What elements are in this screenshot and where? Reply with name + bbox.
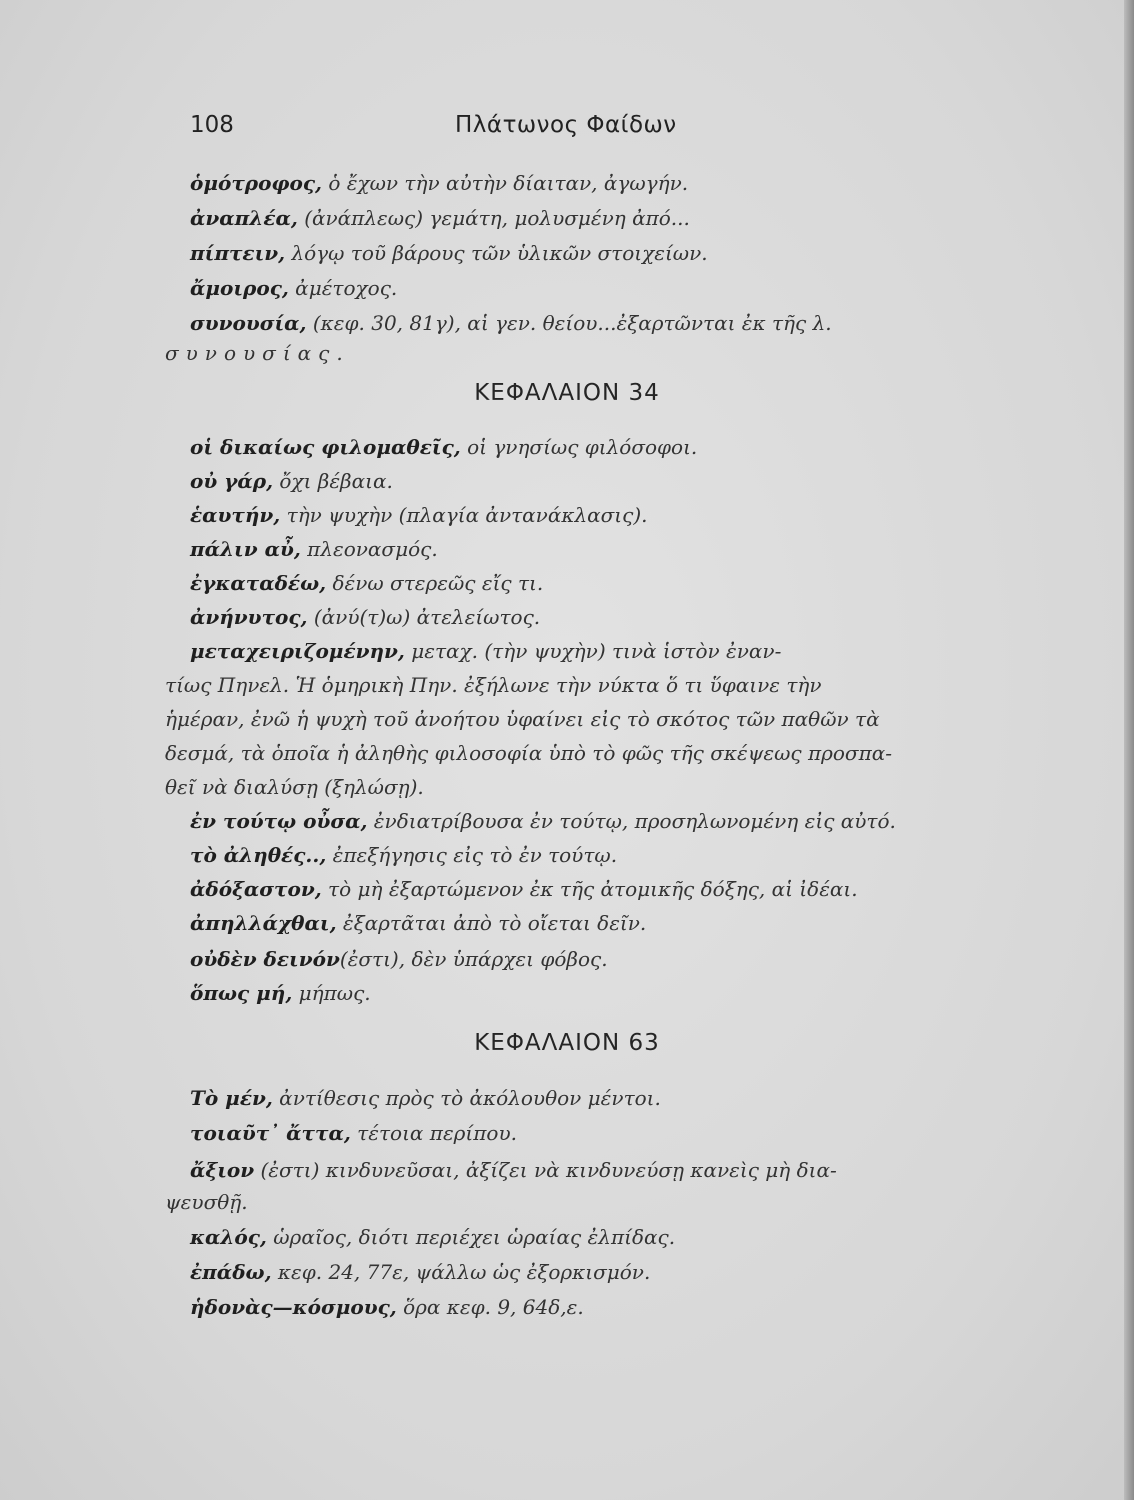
gloss-entry: ἀνήνυτος, (ἀνύ(τ)ω) ἀτελείωτος. [190, 605, 541, 629]
gloss-entry: ἐν τούτῳ οὖσα, ἐνδιατρίβουσα ἐν τούτῳ, προσηλωνομένη εἰς αὐτό. [190, 809, 896, 833]
gloss-entry: μεταχειριζομένην, μεταχ. (τὴν ψυχὴν) τινὰ ἱστὸν ἐναν- [190, 639, 782, 663]
gloss-entry: καλός, ὡραῖος, διότι περιέχει ὡραίας ἐλπίδας. [190, 1225, 676, 1249]
gloss-entry: τὸ ἀληθές.., ἐπεξήγησις εἰς τὸ ἐν τούτῳ. [190, 843, 618, 867]
gloss-entry: ἐγκαταδέω, δένω στερεῶς εἴς τι. [190, 571, 544, 595]
gloss-entry: Τὸ μέν, ἀντίθεσις πρὸς τὸ ἀκόλουθον μέντοι. [190, 1086, 661, 1110]
gloss-continuation: ψευσθῇ. [165, 1190, 248, 1214]
gloss-entry: ἀδόξαστον, τὸ μὴ ἐξαρτώμενον ἐκ τῆς ἀτομικῆς δόξης, αἱ ἰδέαι. [190, 877, 858, 901]
gloss-entry: ἄξιον (ἐστι) κινδυνεῦσαι, ἀξίζει νὰ κινδυνεύσῃ κανεὶς μὴ δια- [190, 1158, 837, 1182]
page-number: 108 [190, 112, 234, 138]
gloss-entry: ὁμότροφος, ὁ ἔχων τὴν αὐτὴν δίαιταν, ἀγωγήν. [190, 171, 689, 195]
gloss-entry: πάλιν αὖ, πλεονασμός. [190, 537, 438, 561]
gloss-continuation: ἡμέραν, ἐνῶ ἡ ψυχὴ τοῦ ἀνοήτου ὑφαίνει εἰς τὸ σκότος τῶν παθῶν τὰ [165, 707, 880, 731]
gloss-entry: οὐ γάρ, ὄχι βέβαια. [190, 469, 393, 493]
gloss-continuation: δεσμά, τὰ ὁποῖα ἡ ἀληθὴς φιλοσοφία ὑπὸ τὸ φῶς τῆς σκέψεως προσπα- [165, 741, 892, 765]
gloss-continuation: θεῖ νὰ διαλύσῃ (ξηλώσῃ). [165, 775, 424, 799]
gloss-entry: συνουσία, (κεφ. 30, 81γ), αἱ γεν. θείου...ἐξαρτῶνται ἐκ τῆς λ. [190, 311, 832, 335]
gloss-entry: τοιαῦτ᾽ ἄττα, τέτοια περίπου. [190, 1121, 517, 1145]
gloss-entry: ἀπηλλάχθαι, ἐξαρτᾶται ἀπὸ τὸ οἴεται δεῖν. [190, 911, 647, 935]
page-edge-shadow [1124, 0, 1134, 1500]
gloss-continuation: τίως Πηνελ. Ἡ ὁμηρικὴ Πην. ἐξήλωνε τὴν νύκτα ὅ τι ὕφαινε τὴν [165, 673, 822, 697]
chapter-heading: ΚΕΦΑΛΑΙΟΝ 34 [474, 380, 660, 406]
gloss-entry: ἐπάδω, κεφ. 24, 77ε, ψάλλω ὡς ἐξορκισμόν. [190, 1260, 651, 1284]
running-title: Πλάτωνος Φαίδων [455, 112, 677, 138]
gloss-entry: ἄμοιρος, ἀμέτοχος. [190, 276, 398, 300]
gloss-entry: ἑαυτήν, τὴν ψυχὴν (πλαγία ἀντανάκλασις). [190, 503, 648, 527]
gloss-continuation: συνουσίας. [165, 341, 350, 365]
gloss-entry: πίπτειν, λόγῳ τοῦ βάρους τῶν ὑλικῶν στοιχείων. [190, 241, 708, 265]
gloss-entry: οἱ δικαίως φιλομαθεῖς, οἱ γνησίως φιλόσοφοι. [190, 435, 698, 459]
gloss-entry: οὐδὲν δεινόν(ἐστι), δὲν ὑπάρχει φόβος. [190, 947, 608, 971]
chapter-heading: ΚΕΦΑΛΑΙΟΝ 63 [474, 1030, 660, 1056]
page-header [0, 112, 1134, 152]
gloss-entry: ὅπως μή, μήπως. [190, 981, 371, 1005]
gloss-entry: ἀναπλέα, (ἀνάπλεως) γεμάτη, μολυσμένη ἀπό... [190, 206, 690, 230]
gloss-entry: ἡδονὰς—κόσμους, ὅρα κεφ. 9, 64δ,ε. [190, 1295, 584, 1319]
